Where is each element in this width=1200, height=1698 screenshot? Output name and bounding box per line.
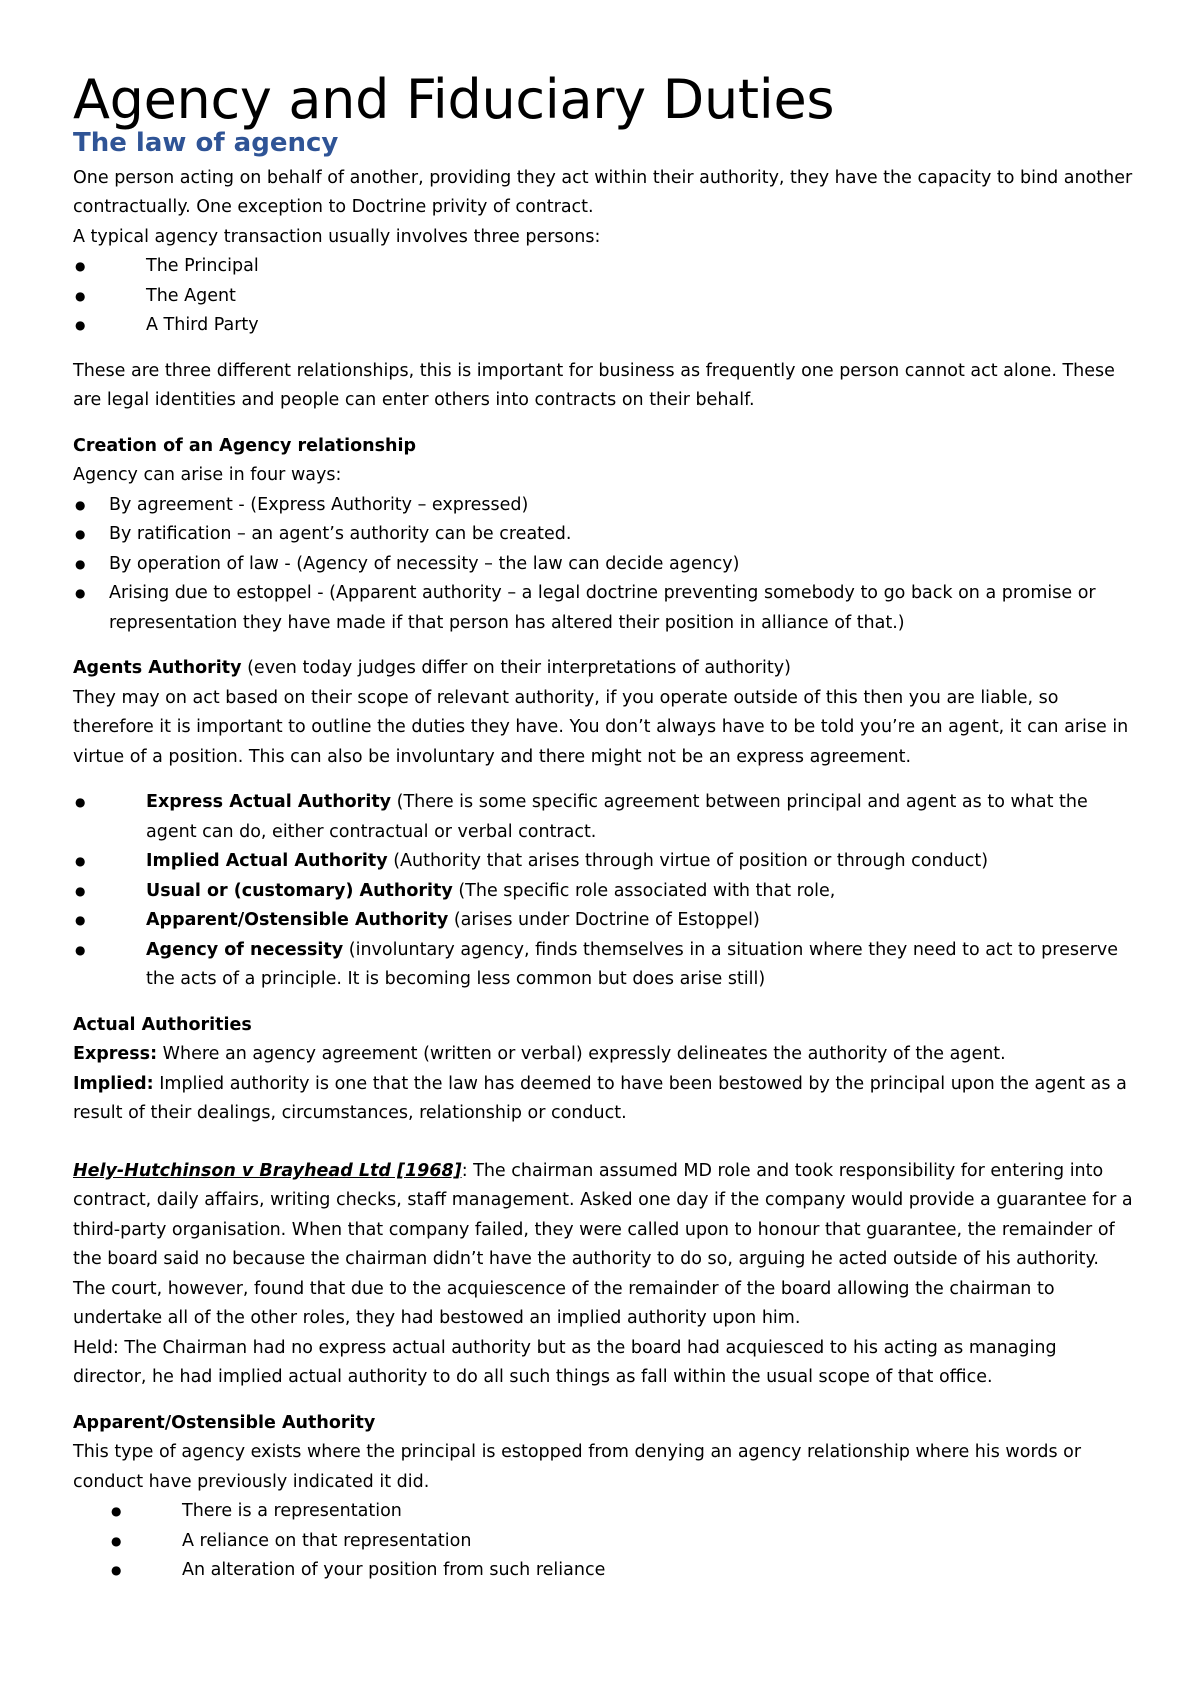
list-item: ● A reliance on that representation xyxy=(73,1527,1133,1557)
list-item: ● The Agent xyxy=(73,282,1133,312)
document-title: Agency and Fiduciary Duties xyxy=(73,68,835,131)
list-item: ● By ratification – an agent’s authority can be created. xyxy=(73,520,1133,550)
intro-paragraph: One person acting on behalf of another, providing they act within their authority, they have the capacity to bind another contractually. One exception to Doctrine privity of contract. xyxy=(73,167,1133,218)
authority-heading: Agents Authority xyxy=(73,658,242,679)
list-item: ● Agency of necessity (involuntary agency, finds themselves in a situation where they need to act to preserve the acts of a principle. It is becoming less common but does arise still) xyxy=(73,936,1133,995)
persons-list xyxy=(73,252,1133,341)
list-item: ● Implied Actual Authority (Authority that arises through virtue of position or through conduct) xyxy=(73,847,1133,877)
apparent-paragraph: This type of agency exists where the principal is estopped from denying an agency relationship where his words or conduct have previously indicated it did. xyxy=(73,1442,1082,1492)
authority-heading-note: (even today judges differ on their interpretations of authority) xyxy=(241,658,791,679)
list-item: ● There is a representation xyxy=(73,1497,1133,1527)
list-item: ● The Principal xyxy=(73,252,1133,282)
authority-types-list xyxy=(73,788,1133,995)
creation-lead: Agency can arise in four ways: xyxy=(73,465,342,486)
list-item: ● By agreement - (Express Authority – expressed) xyxy=(73,491,1133,521)
relationships-paragraph: These are three different relationships, this is important for business as frequently one person cannot act alone. These are legal identities and people can enter others into contracts on their behalf. xyxy=(73,360,1115,411)
case-paragraph: Hely-Hutchinson v Brayhead Ltd [1968]: The chairman assumed MD role and took responsibility for entering into contract, daily affairs, writing checks, staff management. Asked one day if the company would provide a guarantee for a third-party organisation. When that company failed, they were called upon to honour that guarantee, the remainder of the board said no because the chairman didn’t have the authority to do so, arguing he acted outside of his authority. The court, however, found that due to the acquiescence of the remainder of the board allowing the chairman to undertake all of the other roles, they had bestowed an implied authority upon him. xyxy=(73,1160,1133,1329)
creation-list xyxy=(73,491,1133,639)
list-item: ● Apparent/Ostensible Authority (arises under Doctrine of Estoppel) xyxy=(73,906,1133,936)
implied-paragraph: Implied: Implied authority is one that the law has deemed to have been bestowed by the principal upon the agent as a result of their dealings, circumstances, relationship or conduct. xyxy=(73,1073,1127,1124)
list-item: ● Usual or (customary) Authority (The specific role associated with that role, xyxy=(73,877,1133,907)
document-page xyxy=(73,70,1133,1586)
intro-lead: A typical agency transaction usually involves three persons: xyxy=(73,226,601,247)
list-item: ● A Third Party xyxy=(73,311,1133,341)
apparent-list xyxy=(73,1497,1133,1586)
list-item: ● Arising due to estoppel - (Apparent authority – a legal doctrine preventing somebody to go back on a promise or representation they have made if that person has altered their position in alliance of that.) xyxy=(73,579,1133,638)
list-item: ● An alteration of your position from such reliance xyxy=(73,1556,1133,1586)
list-item: ● By operation of law - (Agency of necessity – the law can decide agency) xyxy=(73,550,1133,580)
creation-heading: Creation of an Agency relationship xyxy=(73,435,417,456)
authority-heading-line xyxy=(73,654,1133,684)
section-subtitle: The law of agency xyxy=(73,128,339,159)
held-paragraph: Held: The Chairman had no express actual authority but as the board had acquiesced to his acting as managing director, he had implied actual authority to do all such things as fall within the usual scope of that office. xyxy=(73,1337,1057,1388)
apparent-heading: Apparent/Ostensible Authority xyxy=(73,1412,376,1433)
actual-heading: Actual Authorities xyxy=(73,1014,252,1035)
list-item: ● Express Actual Authority (There is some specific agreement between principal and agent as to what the agent can do, either contractual or verbal contract. xyxy=(73,788,1133,847)
authority-paragraph: They may on act based on their scope of relevant authority, if you operate outside of this then you are liable, so therefore it is important to outline the duties they have. You don’t always have to be told you’re an agent, it can arise in virtue of a position. This can also be involuntary and there might not be an express agreement. xyxy=(73,687,1129,767)
case-name: Hely-Hutchinson v Brayhead Ltd [1968] xyxy=(73,1160,462,1181)
express-paragraph: Express: Where an agency agreement (written or verbal) expressly delineates the authority of the agent. xyxy=(73,1044,1006,1065)
